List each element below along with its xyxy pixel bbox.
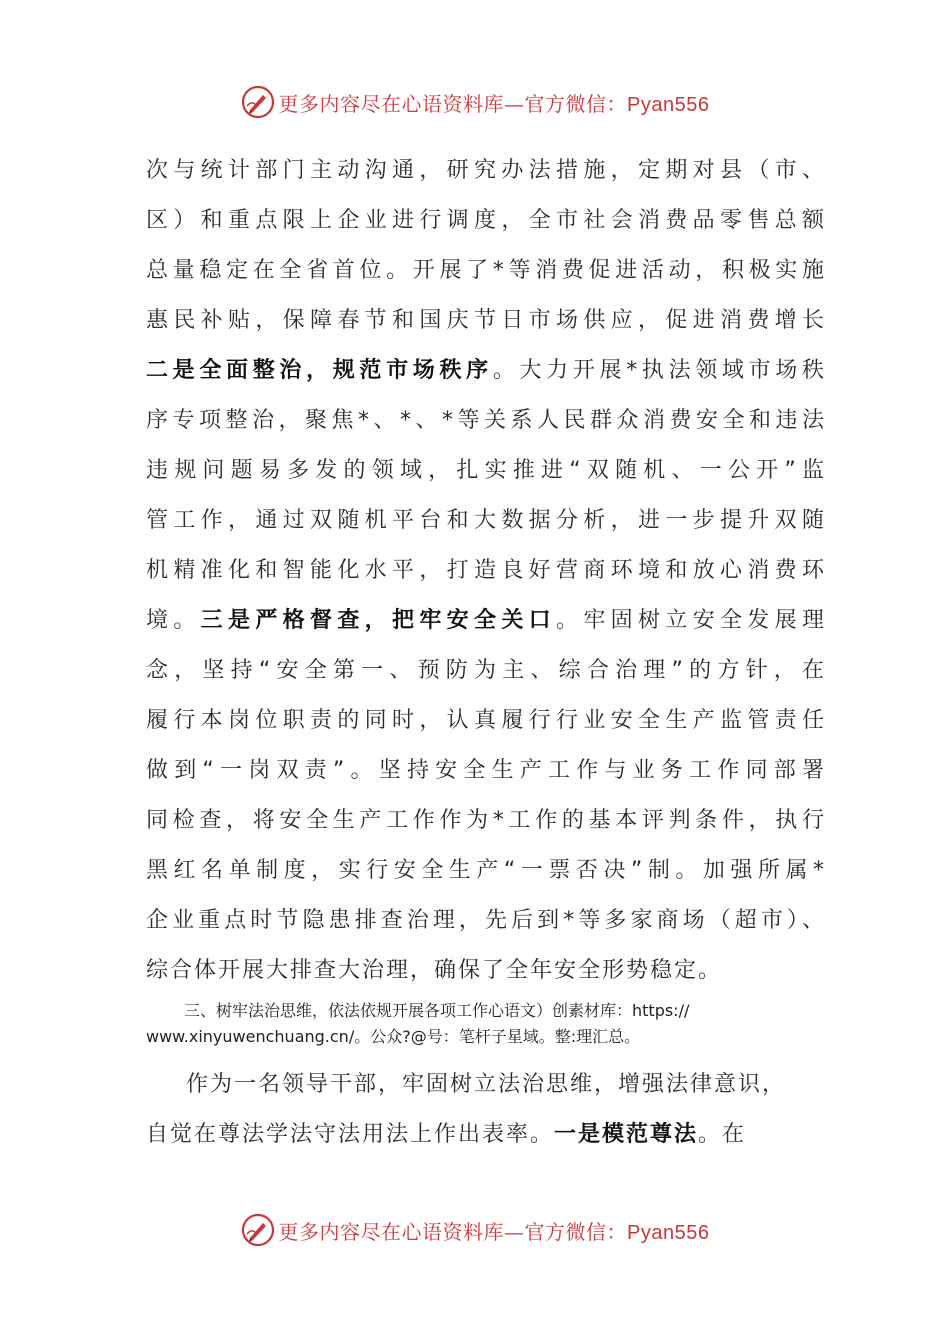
- text-line: 次与统计部门主动沟通，研究办法措施，定期对县（市、: [146, 158, 826, 183]
- text-line: 序专项整治，聚焦*、*、*等关系人民群众消费安全和违法: [146, 408, 826, 433]
- text-line: 管工作，通过双随机平台和大数据分析，进一步提升双随: [146, 508, 826, 533]
- text-line: [146, 346, 826, 396]
- text-line: 惠民补贴，保障春节和国庆节日市场供应，促进消费增长: [146, 308, 826, 333]
- text-line: 机精准化和智能化水平，打造良好营商环境和放心消费环: [146, 558, 826, 583]
- text-line: 黑红名单制度，实行安全生产“一票否决”制。加强所属*: [146, 858, 826, 883]
- text-line: 同检查，将安全生产工作作为*工作的基本评判条件，执行: [146, 808, 826, 833]
- pen-logo-icon: [241, 1213, 275, 1247]
- text-line: 作为一名领导干部，牢固树立法治思维，增强法律意识，: [186, 1072, 787, 1097]
- body-paragraph-2: [146, 1060, 826, 1160]
- footer-wechat-id: Pyan556: [627, 1221, 710, 1244]
- text-line: [146, 1110, 826, 1160]
- section-heading: [146, 998, 816, 1050]
- text-line: 念，坚持“安全第一、预防为主、综合治理”的方针，在: [146, 658, 826, 683]
- page-header: [0, 80, 950, 124]
- body-paragraph-1: [146, 146, 826, 996]
- text-span: 自觉在尊法学法守法用法上作出表率。: [146, 1122, 555, 1147]
- bold-heading: 二是全面整治，规范市场秩序: [146, 358, 493, 383]
- text-line: 违规问题易多发的领域，扎实推进“双随机、一公开”监: [146, 458, 826, 483]
- text-line: [146, 596, 826, 646]
- text-span: 。大力开展*执法领域市场秩: [492, 358, 826, 383]
- text-span: 。在: [698, 1122, 747, 1147]
- bold-heading: 一是模范尊法: [554, 1122, 699, 1147]
- header-wechat-id: Pyan556: [627, 93, 710, 116]
- text-line: 企业重点时节隐患排查治理，先后到*等多家商场（超市）、: [146, 908, 826, 933]
- header-brand-label: 更多内容尽在心语资料库—官方微信：: [278, 91, 628, 116]
- text-line: 履行本岗位职责的同时，认真履行行业安全生产监管责任: [146, 708, 826, 733]
- text-span: 。牢固树立安全发展理: [555, 608, 826, 633]
- header-brand-text: [279, 88, 710, 117]
- section-heading-line-2: www.xinyuwenchuang.cn/。公众?@号：笔杆子星域。整:理汇总。: [146, 1027, 641, 1046]
- page-footer: [0, 1208, 950, 1252]
- text-span: 境。: [146, 608, 201, 633]
- text-line: 做到“一岗双责”。坚持安全生产工作与业务工作同部署: [146, 758, 826, 783]
- section-heading-line-1: 三、树牢法治思维，依法依规开展各项工作心语文）创素材库：https://: [184, 1001, 690, 1020]
- pen-logo-icon: [241, 85, 275, 119]
- text-line: 总量稳定在全省首位。开展了*等消费促进活动，积极实施: [146, 258, 826, 283]
- bold-heading: 三是严格督查，把牢安全关口: [200, 608, 556, 633]
- text-line: 综合体开展大排查大治理，确保了全年安全形势稳定。: [146, 958, 723, 983]
- footer-brand-text: [279, 1216, 710, 1245]
- text-line: 区）和重点限上企业进行调度，全市社会消费品零售总额: [146, 208, 826, 233]
- footer-brand-label: 更多内容尽在心语资料库—官方微信：: [278, 1219, 628, 1244]
